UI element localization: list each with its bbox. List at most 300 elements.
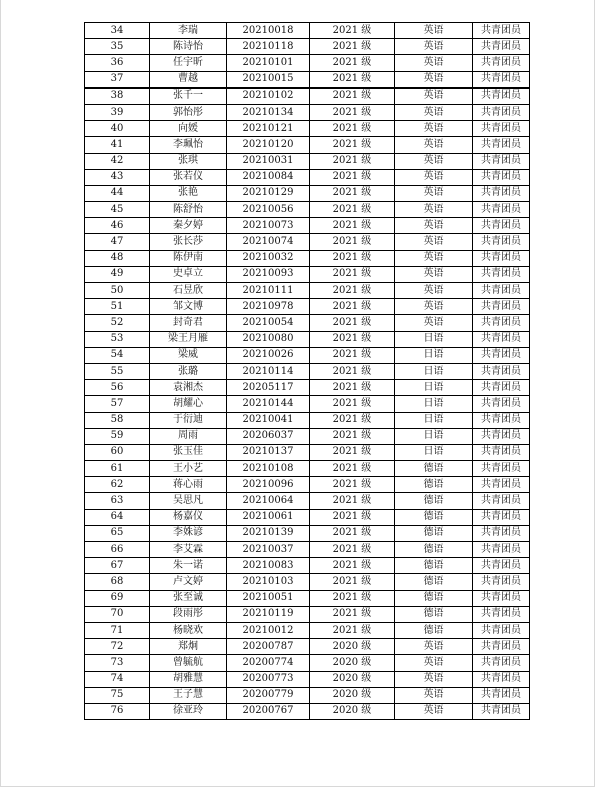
cell-student-id: 20210084: [227, 169, 310, 185]
cell-grade: 2021 级: [310, 412, 395, 428]
cell-grade: 2021 级: [310, 428, 395, 444]
cell-language: 英语: [395, 202, 473, 218]
cell-grade: 2020 级: [310, 687, 395, 703]
cell-student-id: 20210144: [227, 396, 310, 412]
table-row: [85, 299, 530, 315]
cell-political-status: 共青团员: [473, 121, 530, 137]
cell-name: 陈伊南: [150, 250, 227, 266]
table-row: [85, 137, 530, 153]
cell-grade: 2021 级: [310, 509, 395, 525]
cell-number: 69: [85, 590, 150, 606]
cell-grade: 2021 级: [310, 493, 395, 509]
cell-student-id: 20210119: [227, 606, 310, 622]
cell-grade: 2021 级: [310, 137, 395, 153]
table-row: [85, 703, 530, 719]
table-row: [85, 363, 530, 379]
cell-language: 德语: [395, 574, 473, 590]
cell-language: 英语: [395, 121, 473, 137]
cell-number: 56: [85, 380, 150, 396]
cell-number: 54: [85, 347, 150, 363]
cell-political-status: 共青团员: [473, 250, 530, 266]
cell-number: 67: [85, 558, 150, 574]
table-row: [85, 655, 530, 671]
cell-number: 75: [85, 687, 150, 703]
cell-grade: 2021 级: [310, 153, 395, 169]
table-row: [85, 71, 530, 88]
cell-name: 于衍迪: [150, 412, 227, 428]
cell-grade: 2021 级: [310, 202, 395, 218]
cell-language: 德语: [395, 606, 473, 622]
cell-student-id: 20210074: [227, 234, 310, 250]
cell-political-status: 共青团员: [473, 703, 530, 719]
table-row: [85, 169, 530, 185]
cell-student-id: 20210093: [227, 266, 310, 282]
cell-number: 43: [85, 169, 150, 185]
cell-grade: 2021 级: [310, 121, 395, 137]
cell-grade: 2021 级: [310, 331, 395, 347]
cell-student-id: 20210120: [227, 137, 310, 153]
cell-political-status: 共青团员: [473, 169, 530, 185]
table-row: [85, 542, 530, 558]
table-row: [85, 283, 530, 299]
cell-political-status: 共青团员: [473, 137, 530, 153]
table-row: [85, 639, 530, 655]
cell-grade: 2021 级: [310, 558, 395, 574]
cell-name: 袁湘杰: [150, 380, 227, 396]
cell-language: 德语: [395, 525, 473, 541]
cell-language: 德语: [395, 590, 473, 606]
table-row: [85, 590, 530, 606]
cell-student-id: 20210073: [227, 218, 310, 234]
cell-student-id: 20210018: [227, 23, 310, 39]
cell-language: 日语: [395, 396, 473, 412]
cell-grade: 2021 级: [310, 250, 395, 266]
cell-grade: 2021 级: [310, 542, 395, 558]
cell-number: 55: [85, 363, 150, 379]
table-row: [85, 412, 530, 428]
cell-number: 73: [85, 655, 150, 671]
cell-language: 英语: [395, 655, 473, 671]
cell-number: 63: [85, 493, 150, 509]
cell-language: 日语: [395, 380, 473, 396]
cell-name: 王小艺: [150, 461, 227, 477]
table-row: [85, 153, 530, 169]
cell-name: 李珮怡: [150, 137, 227, 153]
cell-student-id: 20210137: [227, 444, 310, 460]
cell-student-id: 20210978: [227, 299, 310, 315]
cell-name: 封奇君: [150, 315, 227, 331]
cell-language: 德语: [395, 461, 473, 477]
table-row: [85, 39, 530, 55]
cell-grade: 2021 级: [310, 622, 395, 638]
table-row: [85, 509, 530, 525]
cell-number: 41: [85, 137, 150, 153]
cell-grade: 2021 级: [310, 185, 395, 201]
cell-student-id: 20200787: [227, 639, 310, 655]
cell-student-id: 20200773: [227, 671, 310, 687]
cell-number: 48: [85, 250, 150, 266]
cell-student-id: 20210054: [227, 315, 310, 331]
cell-political-status: 共青团员: [473, 671, 530, 687]
cell-student-id: 20210026: [227, 347, 310, 363]
cell-political-status: 共青团员: [473, 363, 530, 379]
cell-student-id: 20210041: [227, 412, 310, 428]
cell-number: 49: [85, 266, 150, 282]
cell-grade: 2021 级: [310, 380, 395, 396]
cell-student-id: 20210129: [227, 185, 310, 201]
cell-number: 70: [85, 606, 150, 622]
table-row: [85, 396, 530, 412]
table-row: [85, 687, 530, 703]
cell-political-status: 共青团员: [473, 542, 530, 558]
cell-name: 向媛: [150, 121, 227, 137]
cell-grade: 2021 级: [310, 218, 395, 234]
cell-political-status: 共青团员: [473, 606, 530, 622]
cell-political-status: 共青团员: [473, 477, 530, 493]
cell-political-status: 共青团员: [473, 590, 530, 606]
table-row: [85, 444, 530, 460]
cell-political-status: 共青团员: [473, 412, 530, 428]
cell-student-id: 20210102: [227, 88, 310, 105]
table-row: [85, 347, 530, 363]
cell-number: 74: [85, 671, 150, 687]
cell-name: 杨嘉仪: [150, 509, 227, 525]
cell-political-status: 共青团员: [473, 266, 530, 282]
cell-political-status: 共青团员: [473, 55, 530, 71]
cell-number: 38: [85, 88, 150, 105]
cell-political-status: 共青团员: [473, 380, 530, 396]
cell-grade: 2021 级: [310, 283, 395, 299]
cell-political-status: 共青团员: [473, 396, 530, 412]
cell-student-id: 20210037: [227, 542, 310, 558]
cell-number: 68: [85, 574, 150, 590]
cell-student-id: 20210096: [227, 477, 310, 493]
cell-number: 65: [85, 525, 150, 541]
cell-political-status: 共青团员: [473, 202, 530, 218]
cell-language: 英语: [395, 71, 473, 88]
cell-number: 51: [85, 299, 150, 315]
cell-language: 英语: [395, 23, 473, 39]
table-row: [85, 104, 530, 120]
cell-name: 蒋心雨: [150, 477, 227, 493]
cell-student-id: 20210111: [227, 283, 310, 299]
cell-name: 周雨: [150, 428, 227, 444]
table-row: [85, 23, 530, 39]
cell-political-status: 共青团员: [473, 558, 530, 574]
cell-name: 张玉佳: [150, 444, 227, 460]
cell-number: 62: [85, 477, 150, 493]
cell-language: 英语: [395, 104, 473, 120]
cell-name: 张长莎: [150, 234, 227, 250]
cell-name: 胡耀心: [150, 396, 227, 412]
cell-political-status: 共青团员: [473, 23, 530, 39]
cell-political-status: 共青团员: [473, 315, 530, 331]
cell-name: 梁王月雁: [150, 331, 227, 347]
cell-language: 英语: [395, 315, 473, 331]
table-row: [85, 55, 530, 71]
table-row: [85, 428, 530, 444]
table-row: [85, 606, 530, 622]
cell-number: 36: [85, 55, 150, 71]
cell-student-id: 20210064: [227, 493, 310, 509]
cell-language: 英语: [395, 153, 473, 169]
cell-language: 日语: [395, 331, 473, 347]
cell-language: 英语: [395, 218, 473, 234]
cell-number: 47: [85, 234, 150, 250]
cell-student-id: 20210083: [227, 558, 310, 574]
cell-grade: 2021 级: [310, 71, 395, 88]
cell-number: 61: [85, 461, 150, 477]
cell-language: 日语: [395, 363, 473, 379]
cell-grade: 2021 级: [310, 55, 395, 71]
table-row: [85, 266, 530, 282]
table-row: [85, 315, 530, 331]
cell-student-id: 20210061: [227, 509, 310, 525]
cell-political-status: 共青团员: [473, 493, 530, 509]
cell-student-id: 20205117: [227, 380, 310, 396]
cell-grade: 2021 级: [310, 347, 395, 363]
cell-political-status: 共青团员: [473, 655, 530, 671]
cell-name: 郭怡彤: [150, 104, 227, 120]
cell-student-id: 20206037: [227, 428, 310, 444]
cell-number: 39: [85, 104, 150, 120]
cell-political-status: 共青团员: [473, 39, 530, 55]
cell-language: 英语: [395, 266, 473, 282]
cell-student-id: 20210015: [227, 71, 310, 88]
cell-language: 德语: [395, 477, 473, 493]
cell-language: 英语: [395, 671, 473, 687]
table-row: [85, 88, 530, 105]
cell-name: 李艾霖: [150, 542, 227, 558]
cell-political-status: 共青团员: [473, 299, 530, 315]
cell-language: 德语: [395, 542, 473, 558]
cell-political-status: 共青团员: [473, 234, 530, 250]
cell-number: 57: [85, 396, 150, 412]
cell-language: 英语: [395, 703, 473, 719]
cell-student-id: 20210101: [227, 55, 310, 71]
cell-number: 64: [85, 509, 150, 525]
cell-name: 梁威: [150, 347, 227, 363]
cell-grade: 2021 级: [310, 234, 395, 250]
cell-political-status: 共青团员: [473, 88, 530, 105]
cell-number: 53: [85, 331, 150, 347]
table-row: [85, 234, 530, 250]
cell-political-status: 共青团员: [473, 71, 530, 88]
cell-number: 58: [85, 412, 150, 428]
cell-grade: 2021 级: [310, 88, 395, 105]
cell-name: 史卓立: [150, 266, 227, 282]
cell-student-id: 20210114: [227, 363, 310, 379]
cell-political-status: 共青团员: [473, 687, 530, 703]
cell-grade: 2021 级: [310, 266, 395, 282]
cell-name: 段雨彤: [150, 606, 227, 622]
cell-number: 52: [85, 315, 150, 331]
table-row: [85, 558, 530, 574]
cell-grade: 2021 级: [310, 39, 395, 55]
cell-grade: 2020 级: [310, 703, 395, 719]
cell-language: 德语: [395, 622, 473, 638]
cell-language: 英语: [395, 185, 473, 201]
cell-grade: 2021 级: [310, 363, 395, 379]
cell-number: 46: [85, 218, 150, 234]
member-roster-table: [84, 22, 530, 720]
cell-name: 李瑞: [150, 23, 227, 39]
cell-grade: 2021 级: [310, 574, 395, 590]
table-row: [85, 250, 530, 266]
cell-name: 曹越: [150, 71, 227, 88]
cell-political-status: 共青团员: [473, 331, 530, 347]
cell-student-id: 20210032: [227, 250, 310, 266]
cell-name: 胡雅慧: [150, 671, 227, 687]
cell-number: 45: [85, 202, 150, 218]
cell-language: 日语: [395, 412, 473, 428]
cell-name: 朱一诺: [150, 558, 227, 574]
cell-language: 英语: [395, 234, 473, 250]
cell-name: 曾毓航: [150, 655, 227, 671]
cell-number: 76: [85, 703, 150, 719]
cell-student-id: 20210118: [227, 39, 310, 55]
cell-number: 37: [85, 71, 150, 88]
cell-name: 张艳: [150, 185, 227, 201]
cell-language: 英语: [395, 169, 473, 185]
cell-number: 59: [85, 428, 150, 444]
table-row: [85, 202, 530, 218]
cell-political-status: 共青团员: [473, 283, 530, 299]
cell-language: 日语: [395, 444, 473, 460]
cell-name: 杨晓欢: [150, 622, 227, 638]
cell-number: 66: [85, 542, 150, 558]
cell-language: 英语: [395, 283, 473, 299]
cell-grade: 2021 级: [310, 525, 395, 541]
cell-name: 王子慧: [150, 687, 227, 703]
cell-grade: 2021 级: [310, 606, 395, 622]
table-row: [85, 121, 530, 137]
cell-language: 英语: [395, 687, 473, 703]
table-row: [85, 331, 530, 347]
roster-body: [85, 23, 530, 720]
cell-grade: 2021 级: [310, 315, 395, 331]
cell-grade: 2020 级: [310, 671, 395, 687]
cell-student-id: 20210121: [227, 121, 310, 137]
cell-name: 张至诚: [150, 590, 227, 606]
cell-number: 40: [85, 121, 150, 137]
cell-political-status: 共青团员: [473, 622, 530, 638]
cell-name: 任宇昕: [150, 55, 227, 71]
cell-student-id: 20200767: [227, 703, 310, 719]
cell-grade: 2021 级: [310, 444, 395, 460]
cell-grade: 2021 级: [310, 299, 395, 315]
cell-language: 英语: [395, 299, 473, 315]
cell-student-id: 20210056: [227, 202, 310, 218]
cell-student-id: 20200779: [227, 687, 310, 703]
cell-student-id: 20210031: [227, 153, 310, 169]
cell-political-status: 共青团员: [473, 104, 530, 120]
cell-grade: 2021 级: [310, 477, 395, 493]
cell-grade: 2021 级: [310, 104, 395, 120]
table-row: [85, 477, 530, 493]
cell-name: 石昱欣: [150, 283, 227, 299]
cell-political-status: 共青团员: [473, 185, 530, 201]
table-row: [85, 493, 530, 509]
table-row: [85, 574, 530, 590]
cell-name: 邹文博: [150, 299, 227, 315]
cell-number: 35: [85, 39, 150, 55]
table-row: [85, 380, 530, 396]
cell-student-id: 20210139: [227, 525, 310, 541]
cell-political-status: 共青团员: [473, 218, 530, 234]
cell-number: 42: [85, 153, 150, 169]
table-row: [85, 218, 530, 234]
cell-political-status: 共青团员: [473, 461, 530, 477]
table-row: [85, 461, 530, 477]
cell-grade: 2021 级: [310, 396, 395, 412]
cell-number: 60: [85, 444, 150, 460]
table-row: [85, 525, 530, 541]
cell-name: 李姝谚: [150, 525, 227, 541]
cell-number: 34: [85, 23, 150, 39]
cell-name: 秦夕婷: [150, 218, 227, 234]
cell-political-status: 共青团员: [473, 509, 530, 525]
cell-language: 德语: [395, 509, 473, 525]
table-row: [85, 671, 530, 687]
cell-political-status: 共青团员: [473, 347, 530, 363]
cell-student-id: 20210080: [227, 331, 310, 347]
cell-name: 张若仪: [150, 169, 227, 185]
cell-grade: 2021 级: [310, 169, 395, 185]
cell-grade: 2020 级: [310, 655, 395, 671]
cell-student-id: 20210012: [227, 622, 310, 638]
cell-name: 张千一: [150, 88, 227, 105]
cell-name: 张琪: [150, 153, 227, 169]
cell-name: 吴思凡: [150, 493, 227, 509]
cell-grade: 2021 级: [310, 590, 395, 606]
cell-political-status: 共青团员: [473, 428, 530, 444]
cell-grade: 2021 级: [310, 23, 395, 39]
cell-student-id: 20210103: [227, 574, 310, 590]
cell-political-status: 共青团员: [473, 525, 530, 541]
cell-political-status: 共青团员: [473, 153, 530, 169]
cell-language: 英语: [395, 250, 473, 266]
cell-student-id: 20200774: [227, 655, 310, 671]
cell-student-id: 20210051: [227, 590, 310, 606]
cell-number: 71: [85, 622, 150, 638]
cell-number: 72: [85, 639, 150, 655]
cell-name: 张璐: [150, 363, 227, 379]
table-row: [85, 622, 530, 638]
cell-name: 陈舒怡: [150, 202, 227, 218]
cell-language: 德语: [395, 558, 473, 574]
cell-grade: 2021 级: [310, 461, 395, 477]
table-row: [85, 185, 530, 201]
cell-language: 英语: [395, 137, 473, 153]
cell-language: 英语: [395, 55, 473, 71]
cell-student-id: 20210108: [227, 461, 310, 477]
cell-political-status: 共青团员: [473, 639, 530, 655]
cell-name: 卢文婷: [150, 574, 227, 590]
cell-language: 英语: [395, 39, 473, 55]
cell-political-status: 共青团员: [473, 574, 530, 590]
cell-number: 44: [85, 185, 150, 201]
cell-grade: 2020 级: [310, 639, 395, 655]
cell-language: 德语: [395, 493, 473, 509]
cell-language: 英语: [395, 639, 473, 655]
cell-name: 郑炯: [150, 639, 227, 655]
cell-language: 日语: [395, 428, 473, 444]
cell-student-id: 20210134: [227, 104, 310, 120]
cell-name: 徐亚玲: [150, 703, 227, 719]
cell-number: 50: [85, 283, 150, 299]
cell-language: 日语: [395, 347, 473, 363]
